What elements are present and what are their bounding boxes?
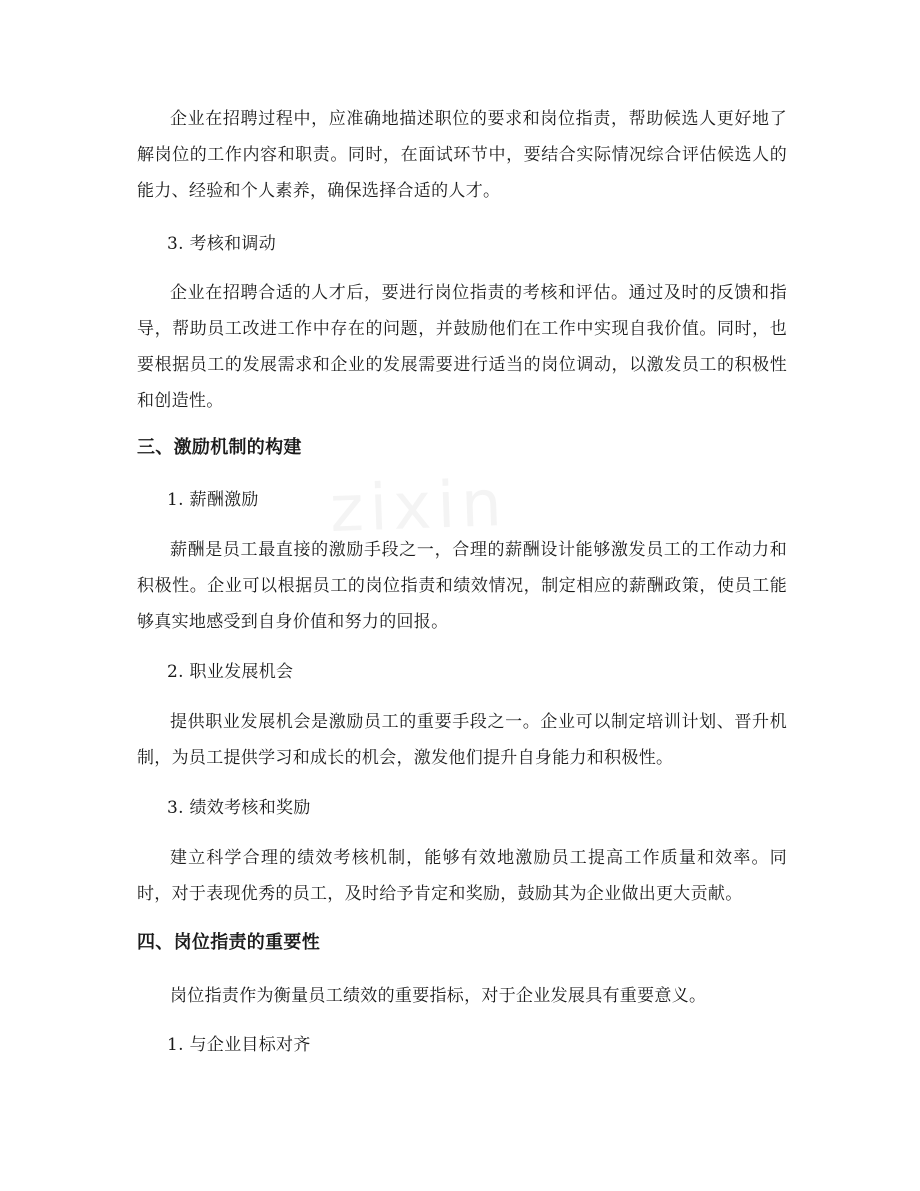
section-heading-importance: 四、岗位指责的重要性 — [137, 932, 320, 953]
list-item-performance: 3. 绩效考核和奖励 — [167, 798, 311, 818]
paragraph-recruitment: 企业在招聘过程中，应准确地描述职位的要求和岗位指责，帮助候选人更好地了解岗位的工作内容和职责。同时，在面试环节中，要结合实际情况综合评估候选人的能力、经验和个人素养，确保选择合适的人才。 — [137, 109, 787, 201]
list-item-align: 1. 与企业目标对齐 — [167, 1035, 311, 1055]
paragraph-importance: 岗位指责作为衡量员工绩效的重要指标，对于企业发展具有重要意义。 — [170, 986, 707, 1006]
list-item-review-transfer: 3. 考核和调动 — [167, 234, 277, 254]
paragraph-career: 提供职业发展机会是激励员工的重要手段之一。企业可以制定培训计划、晋升机制，为员工提供学习和成长的机会，激发他们提升自身能力和积极性。 — [137, 712, 787, 768]
paragraph-performance: 建立科学合理的绩效考核机制，能够有效地激励员工提高工作质量和效率。同时，对于表现优秀的员工，及时给予肯定和奖励，鼓励其为企业做出更大贡献。 — [137, 848, 787, 904]
paragraph-salary: 薪酬是员工最直接的激励手段之一，合理的薪酬设计能够激发员工的工作动力和积极性。企业可以根据员工的岗位指责和绩效情况，制定相应的薪酬政策，使员工能够真实地感受到自身价值和努力的回报。 — [137, 540, 787, 632]
paragraph-review-transfer: 企业在招聘合适的人才后，要进行岗位指责的考核和评估。通过及时的反馈和指导，帮助员工改进工作中存在的问题，并鼓励他们在工作中实现自我价值。同时，也要根据员工的发展需求和企业的发展需要进行适当的岗位调动，以激发员工的积极性和创造性。 — [137, 283, 787, 411]
watermark: zixin — [328, 466, 509, 548]
list-item-salary: 1. 薪酬激励 — [167, 490, 259, 510]
section-heading-incentive: 三、激励机制的构建 — [137, 437, 302, 458]
list-item-career: 2. 职业发展机会 — [167, 662, 294, 682]
